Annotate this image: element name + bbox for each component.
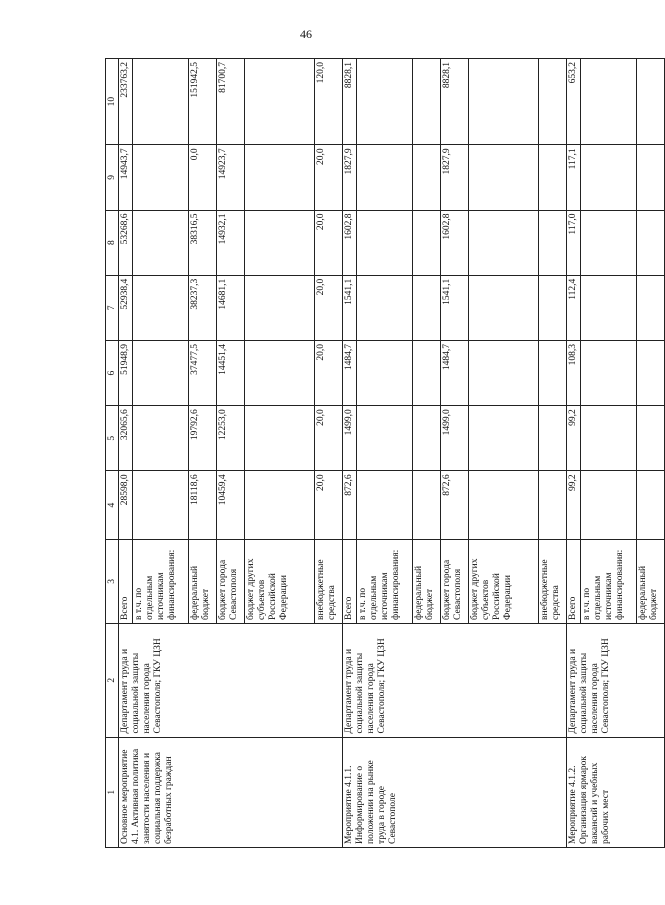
funding-source-cell: бюджет города Севастополя bbox=[217, 539, 245, 623]
column-header: 1 bbox=[106, 737, 119, 847]
total-value-cell: 81700,7 bbox=[217, 59, 245, 145]
year-value-cell: 112,4 bbox=[567, 275, 581, 340]
funding-source-cell: бюджет других субъектов Российской Федерации bbox=[469, 539, 539, 623]
year-value-cell bbox=[469, 406, 539, 471]
year-value-cell bbox=[133, 210, 189, 275]
year-value-cell bbox=[469, 471, 539, 539]
year-value-cell bbox=[637, 406, 665, 471]
year-value-cell bbox=[245, 406, 315, 471]
year-value-cell bbox=[539, 340, 567, 405]
table-row bbox=[567, 59, 581, 848]
year-value-cell bbox=[637, 275, 665, 340]
year-value-cell: 1499,0 bbox=[343, 406, 357, 471]
total-value-cell: 233763,2 bbox=[119, 59, 133, 145]
total-value-cell bbox=[469, 59, 539, 145]
funding-source-cell: бюджет города Севастополя bbox=[441, 539, 469, 623]
total-value-cell bbox=[637, 59, 665, 145]
total-value-cell: 653,2 bbox=[567, 59, 581, 145]
column-header: 5 bbox=[106, 406, 119, 471]
year-value-cell: 53268,6 bbox=[119, 210, 133, 275]
year-value-cell: 108,3 bbox=[567, 340, 581, 405]
year-value-cell: 10459,4 bbox=[217, 471, 245, 539]
year-value-cell bbox=[357, 340, 413, 405]
executor-cell: Департамент труда и социальной защиты населения города Севастополя; ГКУ ЦЗН bbox=[119, 623, 343, 737]
year-value-cell bbox=[637, 471, 665, 539]
year-value-cell: 20,0 bbox=[315, 145, 343, 210]
year-value-cell bbox=[581, 145, 637, 210]
year-value-cell bbox=[539, 275, 567, 340]
year-value-cell: 20,0 bbox=[315, 406, 343, 471]
table-row bbox=[119, 59, 133, 848]
column-header: 6 bbox=[106, 340, 119, 405]
year-value-cell bbox=[581, 471, 637, 539]
year-value-cell bbox=[133, 406, 189, 471]
year-value-cell: 28598,0 bbox=[119, 471, 133, 539]
year-value-cell: 1499,0 bbox=[441, 406, 469, 471]
year-value-cell: 18118,6 bbox=[189, 471, 217, 539]
year-value-cell: 99,2 bbox=[567, 471, 581, 539]
column-header: 10 bbox=[106, 59, 119, 145]
year-value-cell bbox=[413, 145, 441, 210]
total-value-cell bbox=[357, 59, 413, 145]
executor-cell: Департамент труда и социальной защиты населения города Севастополя; ГКУ ЦЗН bbox=[567, 623, 665, 737]
year-value-cell: 51948,9 bbox=[119, 340, 133, 405]
year-value-cell bbox=[637, 340, 665, 405]
year-value-cell bbox=[413, 210, 441, 275]
year-value-cell bbox=[539, 145, 567, 210]
year-value-cell bbox=[245, 471, 315, 539]
year-value-cell: 19792,6 bbox=[189, 406, 217, 471]
year-value-cell: 1602,8 bbox=[441, 210, 469, 275]
funding-source-cell: Всего bbox=[343, 539, 357, 623]
total-value-cell: 151942,5 bbox=[189, 59, 217, 145]
column-header: 3 bbox=[106, 539, 119, 623]
column-header: 4 bbox=[106, 471, 119, 539]
year-value-cell bbox=[469, 145, 539, 210]
year-value-cell bbox=[245, 210, 315, 275]
year-value-cell bbox=[539, 471, 567, 539]
funding-table bbox=[105, 58, 665, 848]
year-value-cell bbox=[245, 275, 315, 340]
year-value-cell bbox=[357, 471, 413, 539]
year-value-cell: 14923,7 bbox=[217, 145, 245, 210]
year-value-cell bbox=[357, 406, 413, 471]
table-body bbox=[119, 59, 665, 848]
activity-name-cell: Основное мероприятие 4.1. Активная политика занятости населения и социальная поддержка безработных граждан bbox=[119, 737, 343, 847]
year-value-cell: 1827,9 bbox=[441, 145, 469, 210]
year-value-cell bbox=[413, 340, 441, 405]
funding-source-cell: федеральный бюджет bbox=[189, 539, 217, 623]
total-value-cell bbox=[413, 59, 441, 145]
year-value-cell: 0,0 bbox=[189, 145, 217, 210]
total-value-cell: 120,0 bbox=[315, 59, 343, 145]
year-value-cell bbox=[357, 145, 413, 210]
year-value-cell: 872,6 bbox=[343, 471, 357, 539]
year-value-cell: 20,0 bbox=[315, 340, 343, 405]
year-value-cell bbox=[413, 471, 441, 539]
year-value-cell: 1541,1 bbox=[343, 275, 357, 340]
year-value-cell bbox=[581, 340, 637, 405]
year-value-cell bbox=[539, 210, 567, 275]
funding-source-cell: Всего bbox=[567, 539, 581, 623]
year-value-cell bbox=[539, 406, 567, 471]
funding-source-cell: федеральный бюджет bbox=[413, 539, 441, 623]
year-value-cell bbox=[637, 145, 665, 210]
year-value-cell: 20,0 bbox=[315, 471, 343, 539]
year-value-cell: 99,2 bbox=[567, 406, 581, 471]
year-value-cell: 872,6 bbox=[441, 471, 469, 539]
year-value-cell: 20,0 bbox=[315, 210, 343, 275]
year-value-cell bbox=[581, 210, 637, 275]
funding-source-cell: в т.ч. по отдельным источникам финансирования: bbox=[581, 539, 637, 623]
funding-source-cell: в т.ч. по отдельным источникам финансирования: bbox=[357, 539, 413, 623]
year-value-cell bbox=[469, 275, 539, 340]
funding-source-cell: Всего bbox=[119, 539, 133, 623]
year-value-cell bbox=[413, 406, 441, 471]
total-value-cell bbox=[581, 59, 637, 145]
year-value-cell bbox=[469, 340, 539, 405]
column-header: 7 bbox=[106, 275, 119, 340]
year-value-cell: 14932,1 bbox=[217, 210, 245, 275]
activity-name-cell: Мероприятие 4.1.1. Информирование о положении на рынке труда в городе Севастополе bbox=[343, 737, 567, 847]
year-value-cell: 38316,5 bbox=[189, 210, 217, 275]
year-value-cell: 37477,5 bbox=[189, 340, 217, 405]
year-value-cell bbox=[581, 275, 637, 340]
year-value-cell bbox=[245, 340, 315, 405]
funding-source-cell: федеральный бюджет bbox=[637, 539, 665, 623]
year-value-cell: 1827,9 bbox=[343, 145, 357, 210]
table-wrapper bbox=[105, 58, 659, 848]
year-value-cell bbox=[133, 275, 189, 340]
funding-source-cell: внебюджетные средства bbox=[315, 539, 343, 623]
year-value-cell bbox=[413, 275, 441, 340]
column-header: 9 bbox=[106, 145, 119, 210]
year-value-cell bbox=[637, 210, 665, 275]
funding-source-cell: внебюджетные средства bbox=[539, 539, 567, 623]
year-value-cell bbox=[245, 145, 315, 210]
year-value-cell bbox=[133, 145, 189, 210]
total-value-cell bbox=[539, 59, 567, 145]
year-value-cell: 14681,1 bbox=[217, 275, 245, 340]
executor-cell: Департамент труда и социальной защиты населения города Севастополя; ГКУ ЦЗН bbox=[343, 623, 567, 737]
year-value-cell bbox=[133, 471, 189, 539]
year-value-cell: 20,0 bbox=[315, 275, 343, 340]
total-value-cell bbox=[133, 59, 189, 145]
column-header: 8 bbox=[106, 210, 119, 275]
year-value-cell: 117,1 bbox=[567, 145, 581, 210]
total-value-cell: 8828,1 bbox=[441, 59, 469, 145]
year-value-cell bbox=[357, 210, 413, 275]
year-value-cell: 38237,3 bbox=[189, 275, 217, 340]
year-value-cell: 32065,6 bbox=[119, 406, 133, 471]
column-number-row bbox=[106, 59, 119, 848]
funding-source-cell: в т.ч. по отдельным источникам финансирования: bbox=[133, 539, 189, 623]
activity-name-cell: Мероприятие 4.1.2. Организация ярмарок вакансий и учебных рабочих мест bbox=[567, 737, 665, 847]
year-value-cell bbox=[469, 210, 539, 275]
year-value-cell: 117,0 bbox=[567, 210, 581, 275]
column-header: 2 bbox=[106, 623, 119, 737]
year-value-cell bbox=[581, 406, 637, 471]
year-value-cell: 52938,4 bbox=[119, 275, 133, 340]
year-value-cell: 1602,8 bbox=[343, 210, 357, 275]
page-number: 46 bbox=[300, 27, 312, 41]
funding-source-cell: бюджет других субъектов Российской Федерации bbox=[245, 539, 315, 623]
table-row bbox=[343, 59, 357, 848]
year-value-cell bbox=[133, 340, 189, 405]
year-value-cell: 1541,1 bbox=[441, 275, 469, 340]
year-value-cell: 1484,7 bbox=[441, 340, 469, 405]
year-value-cell: 12253,0 bbox=[217, 406, 245, 471]
year-value-cell: 14943,7 bbox=[119, 145, 133, 210]
total-value-cell: 8828,1 bbox=[343, 59, 357, 145]
year-value-cell: 1484,7 bbox=[343, 340, 357, 405]
year-value-cell: 14451,4 bbox=[217, 340, 245, 405]
year-value-cell bbox=[357, 275, 413, 340]
total-value-cell bbox=[245, 59, 315, 145]
